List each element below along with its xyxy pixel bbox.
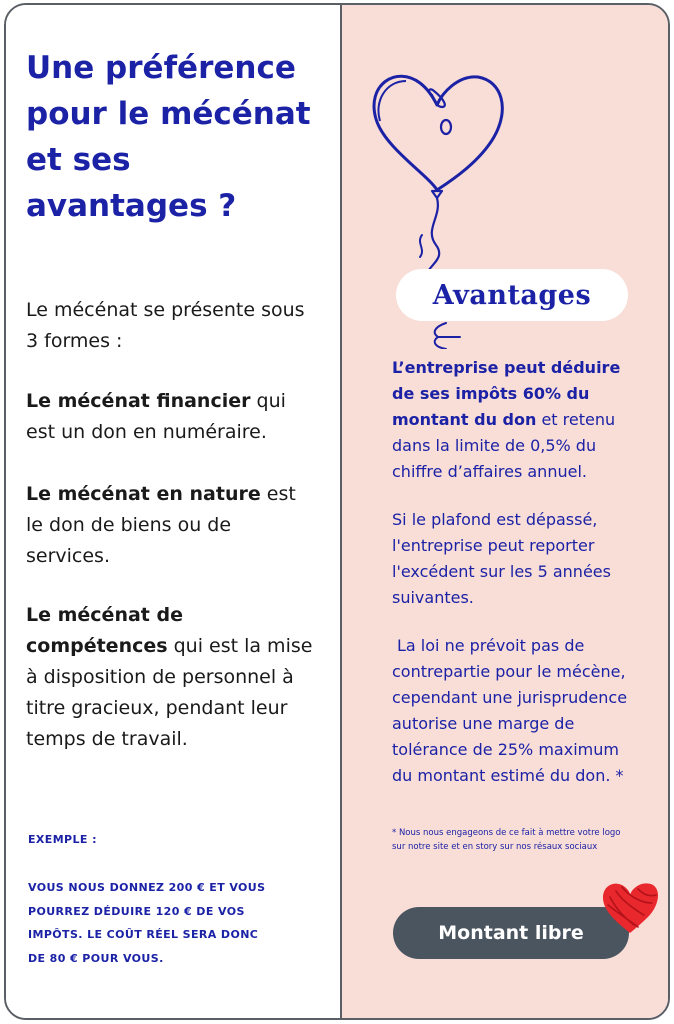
form-financier-desc: qui est un don en numéraire. (26, 390, 286, 443)
form-nature (26, 479, 318, 572)
form-financier (26, 386, 318, 448)
intro-text: Le mécénat se présente sous 3 formes : (26, 299, 305, 352)
advantage-deduction-rest: et retenu dans la limite de 0,5% du chiffre d’affaires annuel. (392, 410, 616, 481)
montant-libre-button[interactable]: Montant libre (393, 907, 629, 959)
form-financier-title: Le mécénat financier (26, 390, 251, 412)
form-competences (26, 600, 318, 755)
card (4, 3, 670, 1020)
right-panel (340, 5, 670, 1018)
avantages-badge (396, 269, 628, 321)
example-text: VOUS NOUS DONNEZ 200 € ET VOUS POURREZ DÉDUIRE 120 € DE VOS IMPÔTS. LE COÛT RÉEL SERA DONC DE 80 € POUR VOUS. (28, 881, 266, 965)
heart-icon (600, 879, 660, 935)
form-competences-title: Le mécénat de compétences (26, 604, 183, 657)
example-label: EXEMPLE : (28, 833, 97, 846)
form-competences-desc: qui est la mise à disposition de personnel à titre gracieux, pendant leur temps de travail. (26, 635, 313, 750)
advantage-paragraph-2: Si le plafond est dépassé, l'entreprise peut reporter l'excédent sur les 5 années suivantes. (392, 510, 611, 607)
left-panel (6, 5, 340, 1018)
footnote: * Nous nous engageons de ce fait à mettre votre logo sur notre site et en story sur nos résaux sociaux (392, 828, 621, 852)
advantage-paragraph-3: La loi ne prévoit pas de contrepartie pour le mécène, cependant une jurisprudence autorise une marge de tolérance de 25% maximum du montant estimé du don. * (392, 636, 628, 785)
avantages-badge-label: Avantages (432, 279, 592, 311)
page-title: Une préférence pour le mécénat et ses avantages ? (26, 50, 311, 224)
advantage-paragraph-1 (392, 355, 642, 485)
form-nature-desc: est le don de biens ou de services. (26, 483, 296, 567)
form-nature-title: Le mécénat en nature (26, 483, 261, 505)
advantage-deduction-highlight: L’entreprise peut déduire de ses impôts 60% du montant du don (392, 358, 621, 429)
